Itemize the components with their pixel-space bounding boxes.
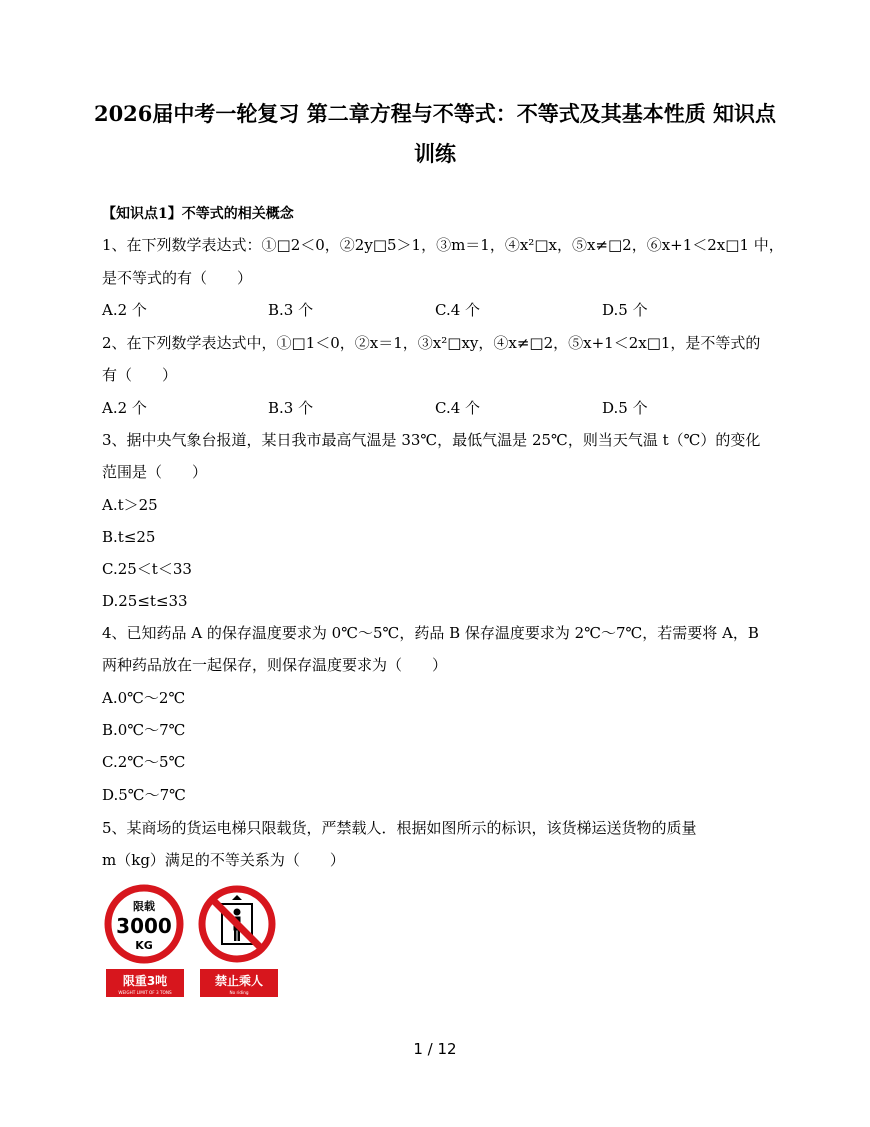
no-riding-sign (200, 889, 278, 997)
q5-text-line1: 5、某商场的货运电梯只限载货，严禁载人．根据如图所示的标识，该货梯运送货物的质量 (102, 819, 697, 837)
q3-option-d: D.25≤t≤33 (102, 592, 188, 610)
q4-option-d: D.5℃～7℃ (102, 786, 186, 804)
no-riding-banner-en: No riding (229, 990, 249, 995)
load-limit-unit: KG (135, 939, 153, 952)
doc-title-line1: 2026届中考一轮复习 第二章方程与不等式：不等式及其基本性质 知识点 (93, 101, 777, 126)
q2-text-line2: 有（ ） (102, 366, 178, 384)
q1-option-a: A.2 个 (102, 301, 147, 319)
load-limit-sign (106, 888, 184, 997)
q2-text-line1: 2、在下列数学表达式中，①□1＜0，②x＝1，③x²□xy，④x≠□2，⑤x+1＜2x□1，是不等式的 (102, 334, 761, 352)
no-riding-banner-text: 禁止乘人 (214, 974, 264, 988)
q2-option-c: C.4 个 (435, 399, 481, 417)
load-limit-banner-en: WEIGHT LIMIT OF 3 TONS (118, 990, 172, 995)
q3-text-line1: 3、据中央气象台报道，某日我市最高气温是 33℃，最低气温是 25℃，则当天气温 t（℃）的变化 (102, 431, 761, 449)
q3-option-a: A.t＞25 (102, 496, 158, 514)
q1-option-c: C.4 个 (435, 301, 481, 319)
q4-text-line1: 4、已知药品 A 的保存温度要求为 0℃～5℃，药品 B 保存温度要求为 2℃～7℃，若需要将 A，B (102, 624, 759, 642)
q2-option-b: B.3 个 (268, 399, 314, 417)
q4-option-b: B.0℃～7℃ (102, 721, 186, 739)
q1-text-line1: 1、在下列数学表达式：①□2＜0，②2y□5＞1，③m＝1，④x²□x，⑤x≠□2，⑥x+1＜2x□1 中， (102, 236, 784, 254)
doc-title-line2: 训练 (414, 141, 456, 166)
q1-option-d: D.5 个 (602, 301, 648, 319)
q4-option-c: C.2℃～5℃ (102, 753, 186, 771)
q1-option-b: B.3 个 (268, 301, 314, 319)
load-limit-value: 3000 (116, 914, 172, 938)
q3-option-c: C.25＜t＜33 (102, 560, 192, 578)
q1-text-line2: 是不等式的有（ ） (102, 269, 253, 287)
q5-text-line2: m（kg）满足的不等关系为（ ） (102, 851, 345, 869)
load-limit-top-text: 限载 (133, 900, 155, 913)
elevator-signs-figure (104, 884, 282, 1000)
q2-option-d: D.5 个 (602, 399, 648, 417)
load-limit-banner-text: 限重3吨 (122, 974, 168, 988)
q4-option-a: A.0℃～2℃ (102, 689, 186, 707)
q3-option-b: B.t≤25 (102, 528, 156, 546)
section-heading-1: 【知识点1】不等式的相关概念 (102, 206, 294, 222)
q3-text-line2: 范围是（ ） (102, 463, 208, 481)
q2-option-a: A.2 个 (102, 399, 147, 417)
page-number: 1 / 12 (413, 1040, 457, 1058)
q4-text-line2: 两种药品放在一起保存，则保存温度要求为（ ） (102, 656, 448, 674)
person-icon (234, 909, 241, 916)
